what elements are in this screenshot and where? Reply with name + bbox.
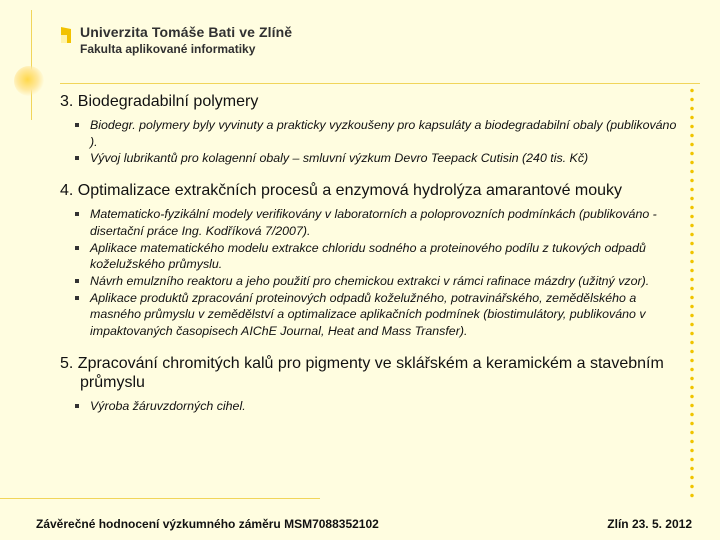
faculty-name: Fakulta aplikované informatiky: [80, 42, 256, 56]
bullet-list: [72, 117, 680, 167]
section-heading: 5. Zpracování chromitých kalů pro pigmenty ve sklářském a keramickém a stavebním průmyslu: [60, 354, 664, 391]
bullet-item: Výroba žáruvzdorných cihel.: [72, 398, 680, 415]
section-heading: 4. Optimalizace extrakčních procesů a enzymová hydrolýza amarantové mouky: [60, 182, 623, 200]
decor-bottom-line: [0, 498, 320, 499]
university-name: Univerzita Tomáše Bati ve Zlíně: [80, 24, 293, 40]
bullet-item: Biodegr. polymery byly vyvinuty a prakticky vyzkoušeny pro kapsuláty a biodegradabilní obaly (publikováno ).: [72, 117, 680, 150]
bullet-item: Vývoj lubrikantů pro kolagenní obaly – smluvní výzkum Devro Teepack Cutisin (240 tis. Kč): [72, 150, 680, 167]
bullet-item: Aplikace matematického modelu extrakce chloridu sodného a proteinového podílu z tukových odpadů koželužského průmyslu.: [72, 240, 680, 273]
footer-date: Zlín 23. 5. 2012: [607, 517, 692, 531]
decor-circle-icon: [14, 66, 44, 96]
bullet-item: Matematicko-fyzikální modely verifikovány v laboratorních a poloprovozních podmínkách (publikováno - disertační práce Ing. Kodříková 7/2007).: [72, 206, 680, 239]
bullet-list: [72, 398, 680, 415]
bullet-item: Aplikace produktů zpracování proteinových odpadů koželužného, potravinářského, zemědělského a masného průmyslu v zemědělství a optimalizace aplikačních podmínek (biostimulátory, publikováno v impaktovaných časopisech AIChE Journal, Heat and Mass Transfer).: [72, 290, 680, 340]
slide-content: [60, 92, 680, 414]
decor-dotted-border: [690, 86, 694, 498]
bullet-list: [72, 206, 680, 340]
footer-project-label: Závěrečné hodnocení výzkumného záměru MSM7088352102: [36, 517, 379, 531]
decor-horizontal-line: [60, 83, 700, 84]
logo-text: [80, 24, 292, 58]
section-heading: 3. Biodegradabilní polymery: [60, 93, 259, 110]
bullet-item: Návrh emulzního reaktoru a jeho použití pro chemickou extrakci v rámci rafinace mázdry (užitný vzor).: [72, 273, 680, 290]
university-logo-icon: [60, 26, 72, 44]
decor-vertical-line: [31, 10, 32, 120]
